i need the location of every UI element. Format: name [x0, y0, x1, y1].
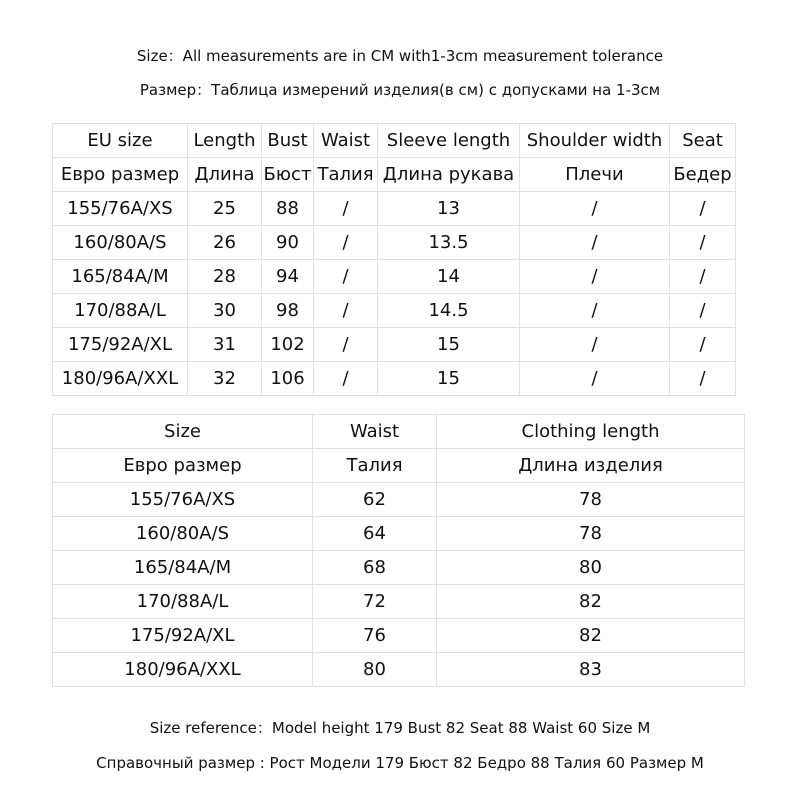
table-cell: / — [520, 362, 670, 396]
table-cell: Евро размер — [53, 449, 313, 483]
table-cell: / — [314, 226, 378, 260]
table-cell: Плечи — [520, 158, 670, 192]
table-cell: Талия — [313, 449, 437, 483]
table-cell: / — [520, 328, 670, 362]
table-row — [53, 483, 745, 517]
table-cell: / — [670, 226, 736, 260]
table-cell: 90 — [262, 226, 314, 260]
table-cell: Clothing length — [437, 415, 745, 449]
table-row — [53, 328, 736, 362]
table-cell: 68 — [313, 551, 437, 585]
table-cell: 26 — [188, 226, 262, 260]
table-cell: 180/96A/XXL — [53, 362, 188, 396]
table-cell: Талия — [314, 158, 378, 192]
size-reference-en: Size reference：Model height 179 Bust 82 Seat 88 Waist 60 Size M — [149, 719, 651, 737]
table-cell: 78 — [437, 483, 745, 517]
table-cell: 83 — [437, 653, 745, 687]
table-cell: Seat — [670, 124, 736, 158]
table-cell: 62 — [313, 483, 437, 517]
table-cell: 160/80A/S — [53, 226, 188, 260]
table-cell: 155/76A/XS — [53, 192, 188, 226]
table-cell: Waist — [313, 415, 437, 449]
table-cell: 25 — [188, 192, 262, 226]
table-cell: Бедер — [670, 158, 736, 192]
table-cell: / — [670, 192, 736, 226]
table-cell: / — [520, 192, 670, 226]
table-cell: 170/88A/L — [53, 294, 188, 328]
table-cell: 160/80A/S — [53, 517, 313, 551]
table-cell: Бюст — [262, 158, 314, 192]
table-cell: / — [670, 328, 736, 362]
table-cell: 78 — [437, 517, 745, 551]
table-cell: 15 — [378, 362, 520, 396]
header-row-en — [53, 415, 745, 449]
table-cell: 106 — [262, 362, 314, 396]
table-cell: 14.5 — [378, 294, 520, 328]
table-cell: 165/84A/M — [53, 260, 188, 294]
measurement-note-ru: Размер：Таблица измерений изделия(в см) с допусками на 1-3см — [139, 81, 661, 99]
table-cell: 175/92A/XL — [53, 619, 313, 653]
table-row — [53, 362, 736, 396]
table-cell: Waist — [314, 124, 378, 158]
table-cell: / — [314, 328, 378, 362]
table-cell: / — [314, 294, 378, 328]
table-cell: / — [670, 362, 736, 396]
table-cell: Bust — [262, 124, 314, 158]
header-row-ru — [53, 158, 736, 192]
table-row — [53, 226, 736, 260]
table-row — [53, 517, 745, 551]
table-cell: 13 — [378, 192, 520, 226]
table-cell: 175/92A/XL — [53, 328, 188, 362]
table-cell: 32 — [188, 362, 262, 396]
table-cell: / — [670, 294, 736, 328]
table-cell: 15 — [378, 328, 520, 362]
table-cell: 155/76A/XS — [53, 483, 313, 517]
size-reference-ru: Справочный размер : Рост Модели 179 Бюст 82 Бедро 88 Талия 60 Размер M — [96, 754, 704, 772]
table-cell: / — [314, 192, 378, 226]
table-cell: 170/88A/L — [53, 585, 313, 619]
table-cell: Длина изделия — [437, 449, 745, 483]
table-cell: 98 — [262, 294, 314, 328]
table-cell: Sleeve length — [378, 124, 520, 158]
table-cell: 102 — [262, 328, 314, 362]
table-cell: Shoulder width — [520, 124, 670, 158]
table-cell: Длина — [188, 158, 262, 192]
table-cell: / — [520, 226, 670, 260]
table-cell: 82 — [437, 619, 745, 653]
table-cell: / — [314, 362, 378, 396]
table-row — [53, 192, 736, 226]
table-cell: / — [520, 260, 670, 294]
table-row — [53, 294, 736, 328]
header-row-ru — [53, 449, 745, 483]
table-cell: 76 — [313, 619, 437, 653]
table-cell: Size — [53, 415, 313, 449]
table-row — [53, 260, 736, 294]
table-cell: / — [314, 260, 378, 294]
table-cell: Евро размер — [53, 158, 188, 192]
table-cell: 28 — [188, 260, 262, 294]
table-cell: 31 — [188, 328, 262, 362]
table-cell: Длина рукава — [378, 158, 520, 192]
table-row — [53, 551, 745, 585]
table-row — [53, 653, 745, 687]
table-cell: 80 — [437, 551, 745, 585]
table-cell: EU size — [53, 124, 188, 158]
table-cell: 180/96A/XXL — [53, 653, 313, 687]
table-cell: 72 — [313, 585, 437, 619]
table-row — [53, 619, 745, 653]
table-row — [53, 585, 745, 619]
table-cell: 165/84A/M — [53, 551, 313, 585]
measurement-note-en: Size：All measurements are in CM with1-3cm measurement tolerance — [136, 47, 664, 65]
table-cell: 82 — [437, 585, 745, 619]
header-row-en — [53, 124, 736, 158]
table-cell: 64 — [313, 517, 437, 551]
table-cell: 30 — [188, 294, 262, 328]
table-cell: Length — [188, 124, 262, 158]
table-cell: 94 — [262, 260, 314, 294]
table-cell: 80 — [313, 653, 437, 687]
table-cell: 14 — [378, 260, 520, 294]
table-cell: 13.5 — [378, 226, 520, 260]
size-chart-table — [52, 123, 736, 396]
table-cell: / — [670, 260, 736, 294]
waist-length-table — [52, 414, 745, 687]
table-cell: / — [520, 294, 670, 328]
table-cell: 88 — [262, 192, 314, 226]
